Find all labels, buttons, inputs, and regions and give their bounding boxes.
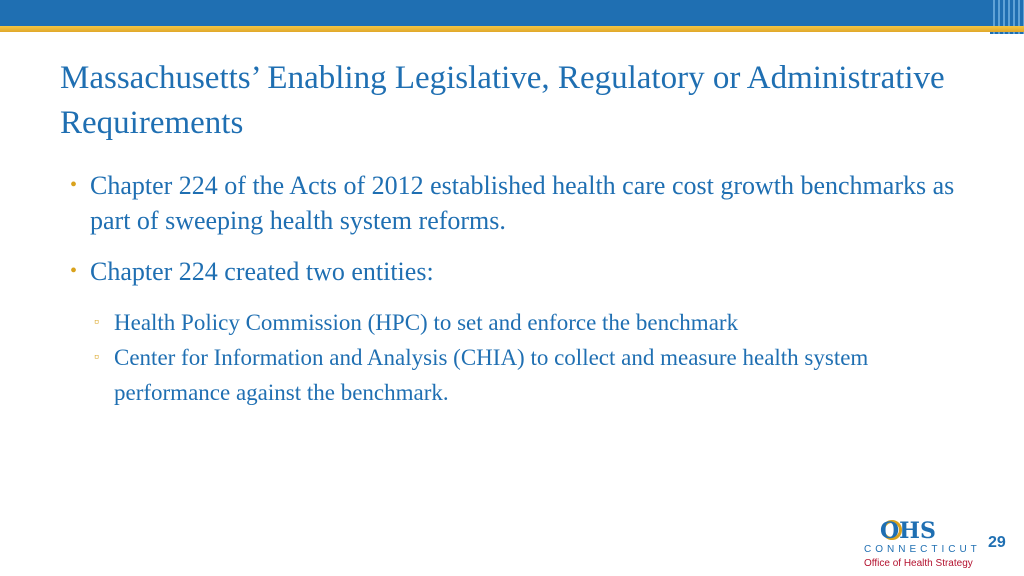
bullet-dot-icon: • <box>70 174 78 196</box>
square-bullet-icon: ▫ <box>94 315 99 330</box>
bullet-item <box>70 254 970 289</box>
logo-office-text: Office of Health Strategy <box>864 558 973 569</box>
page-number: 29 <box>988 534 1006 551</box>
slide-body <box>70 168 970 410</box>
bullet-dot-icon: • <box>70 260 78 282</box>
bullet-text: Chapter 224 of the Acts of 2012 established health care cost growth benchmarks as part of sweeping health system reforms. <box>90 171 955 235</box>
sub-bullet-text: Health Policy Commission (HPC) to set and enforce the benchmark <box>114 310 739 335</box>
sub-bullet-item <box>70 305 970 340</box>
logo-connecticut-text: CONNECTICUT <box>864 544 981 555</box>
bullet-item <box>70 168 970 238</box>
slide-title: Massachusetts’ Enabling Legislative, Regulatory or Administrative Requirements <box>60 60 945 141</box>
logo-ohs-text: OHS <box>880 518 936 544</box>
sub-bullet-text: Center for Information and Analysis (CHIA) to collect and measure health system performance against the benchmark. <box>114 345 869 405</box>
sub-bullet-item <box>70 340 970 410</box>
ohs-logo <box>864 518 984 572</box>
top-banner <box>0 0 1024 26</box>
gold-rule <box>0 26 1024 32</box>
square-bullet-icon: ▫ <box>94 350 99 365</box>
bullet-text: Chapter 224 created two entities: <box>90 257 434 286</box>
